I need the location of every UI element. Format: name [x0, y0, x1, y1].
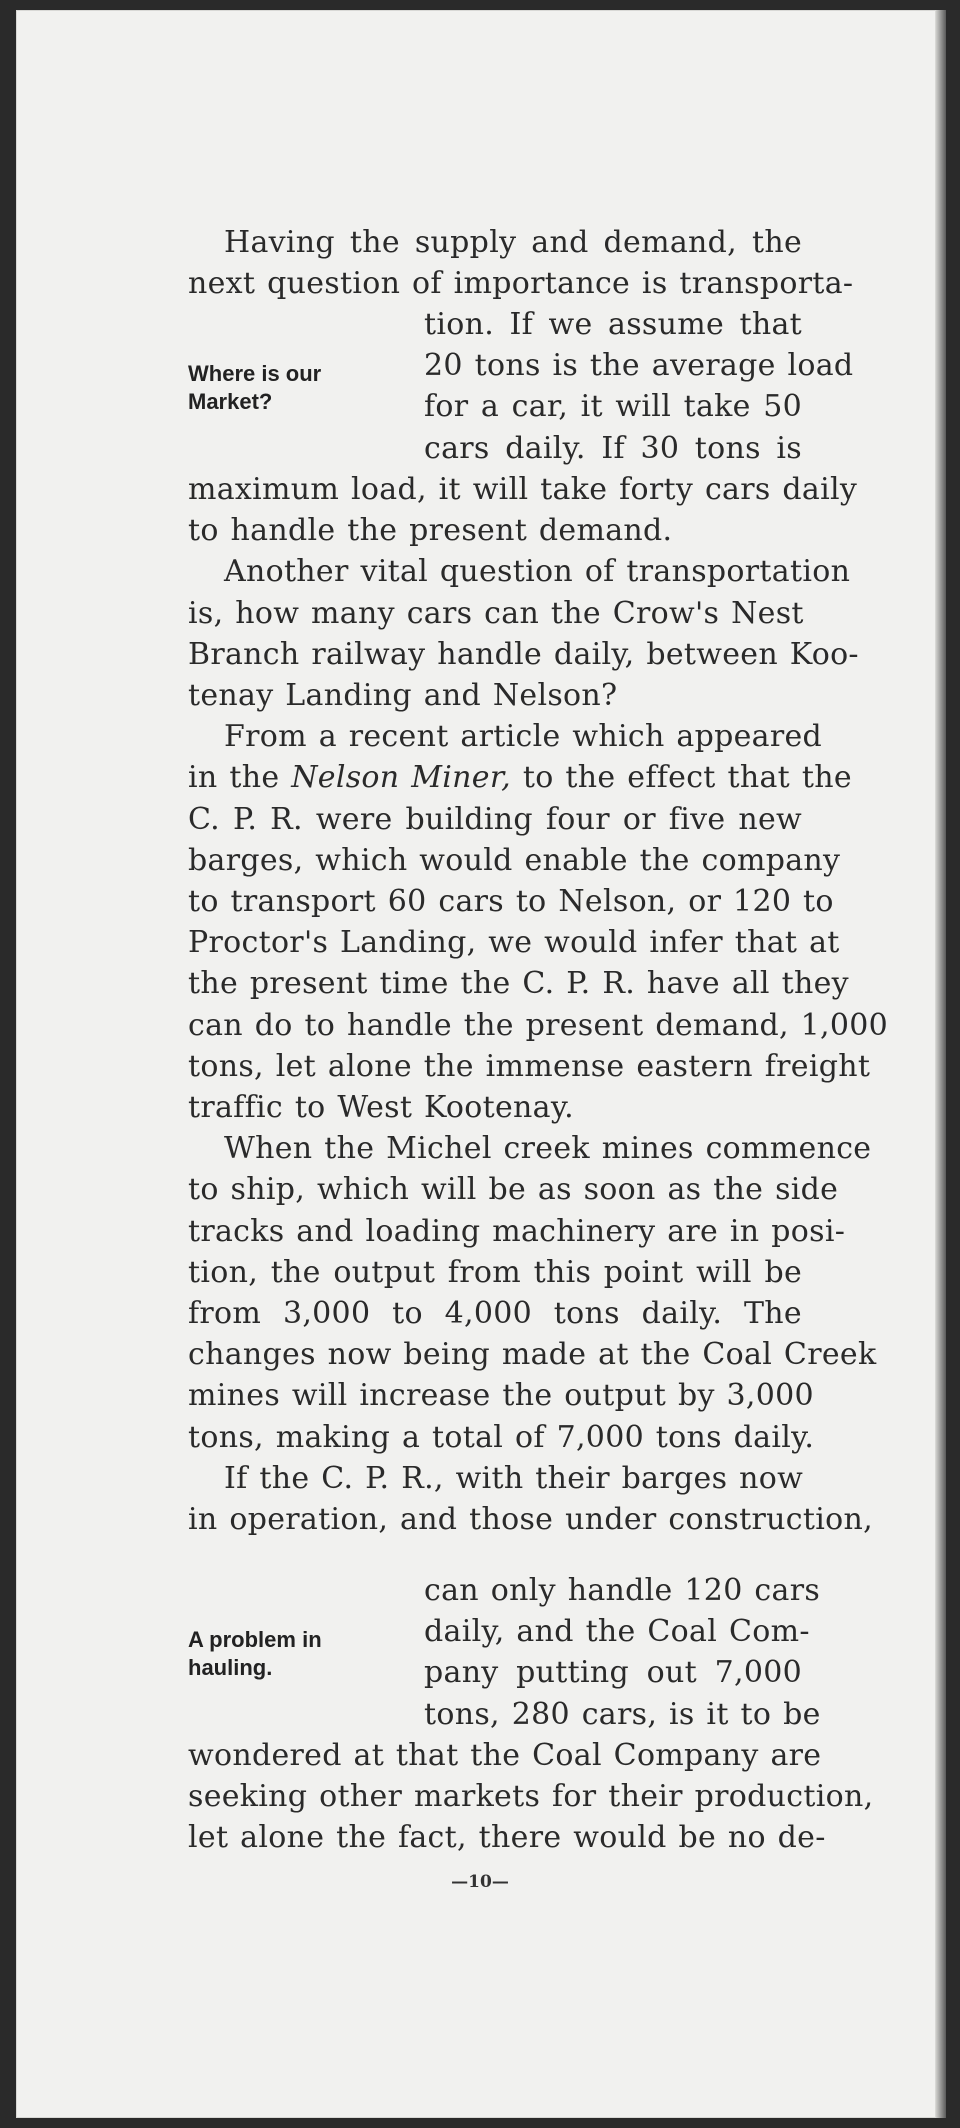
text-line: wondered at that the Coal Company are	[188, 1738, 822, 1773]
text-line: mines will increase the output by 3,000	[188, 1378, 814, 1414]
sidenote-line: hauling.	[188, 1655, 273, 1680]
text-line: From a recent article which appeared	[224, 719, 823, 755]
text-line: cars daily. If 30 tons is	[424, 430, 802, 466]
text-line: Proctor's Landing, we would infer that at	[188, 925, 840, 961]
text-line: to ship, which will be as soon as the side	[188, 1172, 839, 1208]
paragraph-1-top	[188, 222, 854, 304]
sidenote-line: Where is our	[188, 361, 322, 386]
text-line: the present time the C. P. R. have all they	[188, 966, 849, 1002]
text-line: next question of importance is transporta-	[188, 266, 854, 302]
text-line: tons, 280 cars, is it to be	[424, 1696, 821, 1732]
text-line: tion. If we assume that	[424, 307, 802, 342]
text-line	[188, 757, 852, 798]
text-line: tenay Landing and Nelson?	[188, 678, 618, 714]
paragraph-5-narrow	[424, 1570, 821, 1735]
text-line: let alone the fact, there would be no de-	[188, 1820, 826, 1856]
sidenote-line: A problem in	[188, 1627, 322, 1652]
text-line: in operation, and those under construction,	[188, 1502, 873, 1538]
text-line: maximum load, it will take forty cars daily	[188, 472, 858, 507]
text-line: seeking other markets for their production,	[188, 1779, 874, 1815]
sidenote-where-is-our-market	[188, 360, 321, 416]
text-line: barges, which would enable the company	[188, 842, 841, 878]
text-line: pany putting out 7,000	[424, 1655, 802, 1691]
text-line: When the Michel creek mines commence	[224, 1131, 872, 1167]
text-line: from 3,000 to 4,000 tons daily. The	[188, 1296, 802, 1332]
text-line: traffic to West Kootenay.	[188, 1090, 574, 1126]
text-line: can only handle 120 cars	[424, 1573, 821, 1608]
text-line: to transport 60 cars to Nelson, or 120 to	[188, 884, 834, 920]
text-line: changes now being made at the Coal Creek	[188, 1337, 877, 1373]
text-line: tons, let alone the immense eastern freight	[188, 1048, 871, 1084]
text-line: tons, making a total of 7,000 tons daily.	[188, 1419, 815, 1455]
newspaper-title: Nelson Miner,	[291, 760, 512, 796]
text-line: Having the supply and demand, the	[224, 225, 802, 260]
text-line: tracks and loading machinery are in posi-	[188, 1213, 846, 1249]
text-line: Branch railway handle daily, between Koo-	[188, 636, 859, 672]
sidenote-a-problem-in-hauling	[188, 1626, 322, 1682]
text-line: Another vital question of transportation	[224, 554, 851, 590]
text-line: daily, and the Coal Com-	[424, 1614, 810, 1650]
page-edge	[936, 10, 946, 2118]
text-line: to handle the present demand.	[188, 513, 673, 549]
text-line: If the C. P. R., with their barges now	[224, 1460, 804, 1496]
text-line: can do to handle the present demand, 1,000	[188, 1007, 889, 1043]
text-line: tion, the output from this point will be	[188, 1254, 802, 1290]
paragraph-1-narrow	[424, 304, 854, 469]
text-fragment: in the	[188, 760, 292, 796]
sidenote-line: Market?	[188, 389, 273, 414]
page-number: —10—	[451, 1872, 509, 1892]
text-line: for a car, it will take 50	[424, 389, 802, 425]
text-fragment: to the effect that the	[511, 760, 852, 796]
text-line: C. P. R. were building four or five new	[188, 801, 802, 837]
text-line: 20 tons is the average load	[424, 348, 854, 384]
text-line: is, how many cars can the Crow's Nest	[188, 595, 804, 631]
body-main	[188, 469, 889, 1540]
body-end	[188, 1735, 874, 1859]
